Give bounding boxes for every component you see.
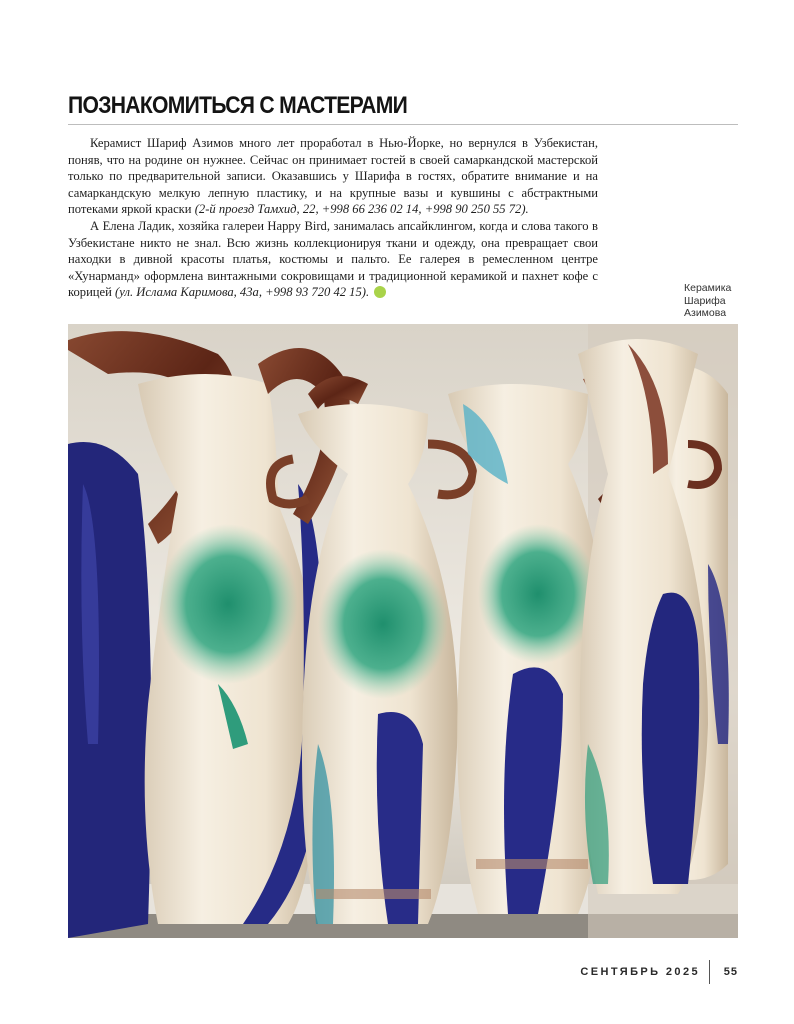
heading-rule [68, 124, 738, 125]
article-body [68, 135, 598, 301]
paragraph-2 [68, 218, 598, 301]
paragraph-1 [68, 135, 598, 218]
footer-divider [709, 960, 710, 984]
issue-date: СЕНТЯБРЬ 2025 [580, 966, 700, 978]
paragraph-1-address: (2-й проезд Тамхид, 22, +998 66 236 02 14, +998 90 250 55 72). [194, 202, 529, 217]
paragraph-2-text: А Елена Ладик, хозяйка галереи Happy Bird, занималась апсайклингом, когда и слова такого в Узбекистане никто не знал. Всю жизнь коллекционируя ткани и одежду, она превращает свои находки в дивной красоты платья, костюмы и пальто. Ее галерея в ремесленном центре «Хунарманд» оформлена винтажными сокровищами и традиционной керамикой и пахнет кофе с корицей [68, 218, 598, 300]
caption-line: Шарифа [684, 294, 726, 307]
caption-line: Керамика [684, 282, 732, 294]
caption-line: Азимова [684, 307, 727, 319]
paragraph-2-address: (ул. Ислама Каримова, 43а, +998 93 720 42 15). [115, 285, 370, 300]
ceramics-photo [68, 324, 738, 938]
paragraph-1-text: Керамист Шариф Азимов много лет проработал в Нью-Йорке, но вернулся в Узбекистан, поняв, что на родине он нужнее. Сейчас он принимает гостей в своей самаркандской мастерской только по предварительной записи. Оказавшись у Шарифа в гостях, обратите внимание и на самаркандскую мелкую лепную пластику, и на крупные вазы и кувшины с абстрактными потеками яркой краски [68, 136, 598, 217]
end-of-article-dot-icon [374, 286, 386, 298]
page-footer [560, 962, 738, 982]
page-number: 55 [723, 966, 738, 978]
section-heading: ПОЗНАКОМИТЬСЯ С МАСТЕРАМИ [68, 92, 408, 119]
photo-caption [684, 282, 754, 320]
